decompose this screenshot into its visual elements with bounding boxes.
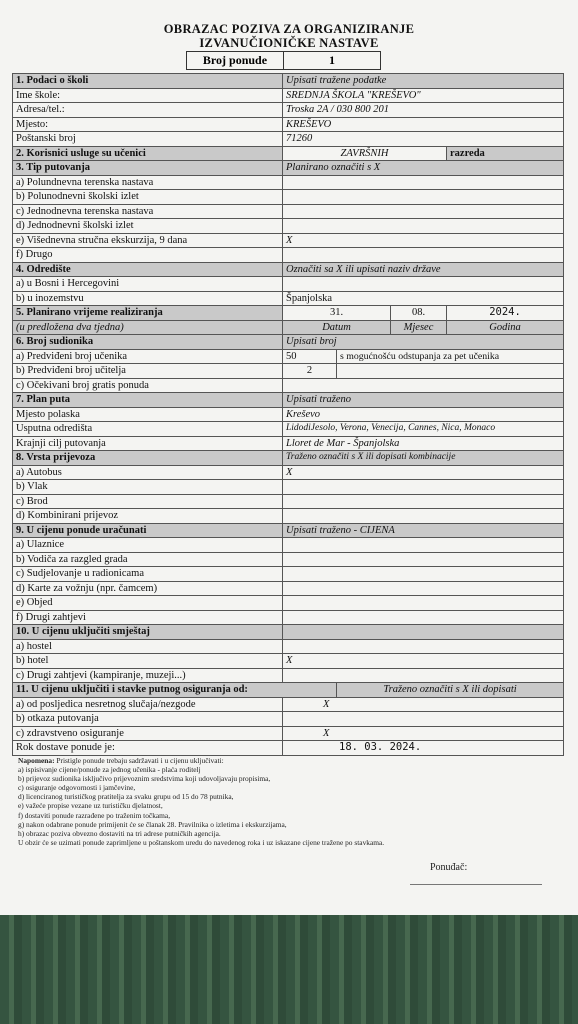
form-row (13, 436, 564, 451)
option-label: a) Ulaznice (13, 538, 283, 553)
section-hint: Traženo označiti s X ili dopisati (337, 683, 564, 698)
field-value: Kreševo (283, 407, 564, 422)
section-hint: Označiti sa X ili upisati naziv države (283, 262, 564, 277)
notes-intro-line (18, 756, 563, 765)
form-row (13, 248, 564, 263)
form-row (13, 596, 564, 611)
section-header (13, 393, 564, 408)
date-day-label: Datum (283, 320, 391, 335)
form-row (13, 538, 564, 553)
form-row (13, 364, 564, 379)
section-header (13, 683, 564, 698)
form-row (13, 465, 564, 480)
notes-title: Napomena: (18, 756, 55, 765)
option-label: c) Brod (13, 494, 283, 509)
option-label: b) Predviđeni broj učitelja (13, 364, 283, 379)
form-row (13, 88, 564, 103)
note-item: d) licenciranog turističkog pratitelja za svaku grupu od 15 do 78 putnika, (18, 792, 234, 802)
form-row (13, 509, 564, 524)
form-row (13, 712, 564, 727)
form-row (13, 175, 564, 190)
option-label: b) hotel (13, 654, 283, 669)
date-day: 31. (283, 306, 391, 321)
section-header (13, 306, 564, 321)
option-label: c) zdravstveno osiguranje (13, 726, 283, 741)
option-mark: X (283, 465, 564, 480)
broj-ponude-value: 1 (329, 53, 335, 67)
section-header (13, 146, 564, 161)
option-label: b) otkaza putovanja (13, 712, 283, 727)
field-label: Ime škole: (13, 88, 283, 103)
note-item: b) prijevoz sudionika isključivo prijevoznim sredstvima koji udovoljavaju propisima, (18, 774, 271, 784)
option-label: b) Polunodnevni školski izlet (13, 190, 283, 205)
section-title: 5. Planirano vrijeme realiziranja (13, 306, 283, 321)
section-subtitle: (u predložena dva tjedna) (13, 320, 283, 335)
field-value: 50 (283, 349, 337, 364)
section-title: 9. U cijenu ponude uračunati (13, 523, 283, 538)
section-title: 4. Odredište (13, 262, 283, 277)
section-title: 11. U cijenu uključiti i stavke putnog osiguranja od: (13, 683, 337, 698)
section-header (13, 451, 564, 466)
form-row (13, 291, 564, 306)
section-header (13, 625, 564, 640)
field-value: Španjolska (283, 291, 564, 306)
broj-ponude-box (186, 51, 381, 70)
option-mark: X (283, 697, 564, 712)
field-label: Usputna odredišta (13, 422, 283, 437)
section-header (13, 74, 564, 89)
option-label: f) Drugo (13, 248, 283, 263)
option-label: a) u Bosni i Hercegovini (13, 277, 283, 292)
section-title: 10. U cijenu uključiti smještaj (13, 625, 283, 640)
field-value: 18. 03. 2024. (283, 741, 564, 756)
form-row (13, 407, 564, 422)
option-label: e) Višednevna stručna ekskurzija, 9 dana (13, 233, 283, 248)
field-value: KREŠEVO (283, 117, 564, 132)
form-row (13, 117, 564, 132)
option-mark: X (283, 726, 564, 741)
field-value: Lloret de Mar - Španjolska (283, 436, 564, 451)
section-hint: Planirano označiti s X (283, 161, 564, 176)
form-row (13, 639, 564, 654)
section-title: 6. Broj sudionika (13, 335, 283, 350)
option-label: a) hostel (13, 639, 283, 654)
form-row (13, 480, 564, 495)
notes-intro: Pristigle ponude trebaju sadržavati i u cijenu uključivati: (56, 756, 224, 765)
section-hint: Upisati traženo (283, 393, 564, 408)
form-row (13, 741, 564, 756)
section-title: 8. Vrsta prijevoza (13, 451, 283, 466)
section-header (13, 161, 564, 176)
date-year: 2024. (447, 306, 564, 321)
section-hint: Upisati broj (283, 335, 564, 350)
field-label: Krajnji cilj putovanja (13, 436, 283, 451)
option-label: c) Drugi zahtjevi (kampiranje, muzeji...) (13, 668, 283, 683)
option-label: c) Očekivani broj gratis ponuda (13, 378, 283, 393)
option-label: e) Objed (13, 596, 283, 611)
signature-line (410, 884, 542, 885)
date-year-label: Godina (447, 320, 564, 335)
form-row (13, 233, 564, 248)
broj-ponude-label: Broj ponude (187, 52, 284, 69)
notes-block (18, 756, 563, 847)
section-hint: Upisati tražene podatke (283, 74, 564, 89)
section-header (13, 335, 564, 350)
option-mark: X (283, 233, 564, 248)
section-title: 1. Podaci o školi (13, 74, 283, 89)
ponudac-label: Ponuđač: (430, 862, 468, 873)
section-subheader (13, 320, 564, 335)
option-mark: X (283, 654, 564, 669)
note-item: e) važeće propise vezane uz turističku djelatnost, (18, 801, 163, 811)
option-label: a) Polundnevna terenska nastava (13, 175, 283, 190)
section-hint: Traženo označiti s X ili dopisati kombinacije (283, 451, 564, 466)
field-suffix: razreda (447, 146, 564, 161)
option-label: d) Jednodnevni školski izlet (13, 219, 283, 234)
option-label: b) u inozemstvu (13, 291, 283, 306)
section-hint: Upisati traženo - CIJENA (283, 523, 564, 538)
date-month: 08. (391, 306, 447, 321)
field-label: Mjesto polaska (13, 407, 283, 422)
option-label: b) Vlak (13, 480, 283, 495)
field-value: 2 (283, 364, 337, 379)
form-row (13, 277, 564, 292)
section-title: 7. Plan puta (13, 393, 283, 408)
note-item: U obzir će se uzimati ponude zaprimljene u poštanskom uredu do navedenog roka i uz iskazane cijene tražene po stavkama. (18, 837, 385, 847)
form-row (13, 494, 564, 509)
form-title-line2: IZVANUČIONIČKE NASTAVE (199, 36, 379, 50)
section-header (13, 262, 564, 277)
field-label: Mjesto: (13, 117, 283, 132)
form-row (13, 204, 564, 219)
form-row (13, 726, 564, 741)
section-header (13, 523, 564, 538)
note-item: f) dostaviti ponude razrađene po traženim točkama, (18, 810, 171, 820)
field-label: Rok dostave ponude je: (13, 741, 283, 756)
form-row (13, 552, 564, 567)
option-label: b) Vodiča za razgled grada (13, 552, 283, 567)
note-item: a) ispisivanje cijene/ponude za jednog učenika - plaća roditelj (18, 765, 201, 775)
option-label: a) od posljedica nesretnog slučaja/nezgode (13, 697, 283, 712)
date-month-label: Mjesec (391, 320, 447, 335)
form-row (13, 378, 564, 393)
form-row (13, 668, 564, 683)
form-row (13, 349, 564, 364)
form-row (13, 422, 564, 437)
note-item: h) obrazac poziva obvezno dostaviti na tri adrese putničkih agencija. (18, 828, 221, 838)
option-label: c) Jednodnevna terenska nastava (13, 204, 283, 219)
note-item: c) osiguranje odgovornosti i jamčevine, (18, 783, 136, 793)
option-label: a) Autobus (13, 465, 283, 480)
form-row (13, 610, 564, 625)
option-label: d) Karte za vožnju (npr. čamcem) (13, 581, 283, 596)
option-label: c) Sudjelovanje u radionicama (13, 567, 283, 582)
field-value: 71260 (283, 132, 564, 147)
field-value: Troska 2A / 030 800 201 (283, 103, 564, 118)
form-row (13, 219, 564, 234)
field-value: LidodiJesolo, Verona, Venecija, Cannes, Nica, Monaco (283, 422, 564, 437)
field-value: SREDNJA ŠKOLA "KREŠEVO" (283, 88, 564, 103)
form-row (13, 654, 564, 669)
form-table (12, 73, 564, 756)
field-value: ZAVRŠNIH (283, 146, 447, 161)
option-label: a) Predviđeni broj učenika (13, 349, 283, 364)
section-title: 2. Korisnici usluge su učenici (13, 146, 283, 161)
form-row (13, 190, 564, 205)
form-row (13, 103, 564, 118)
field-label: Adresa/tel.: (13, 103, 283, 118)
form-row (13, 567, 564, 582)
form-title-line1: OBRAZAC POZIVA ZA ORGANIZIRANJE (163, 22, 415, 36)
background-grass (0, 915, 578, 1024)
form-row (13, 132, 564, 147)
note-item: g) nakon odabrane ponude primijenit će se članak 28. Pravilnika o izletima i ekskurzijama, (18, 819, 287, 829)
section-title: 3. Tip putovanja (13, 161, 283, 176)
option-label: d) Kombinirani prijevoz (13, 509, 283, 524)
option-label: f) Drugi zahtjevi (13, 610, 283, 625)
form-row (13, 697, 564, 712)
form-row (13, 581, 564, 596)
field-label: Poštanski broj (13, 132, 283, 147)
field-note: s mogućnošću odstupanja za pet učenika (337, 349, 564, 364)
